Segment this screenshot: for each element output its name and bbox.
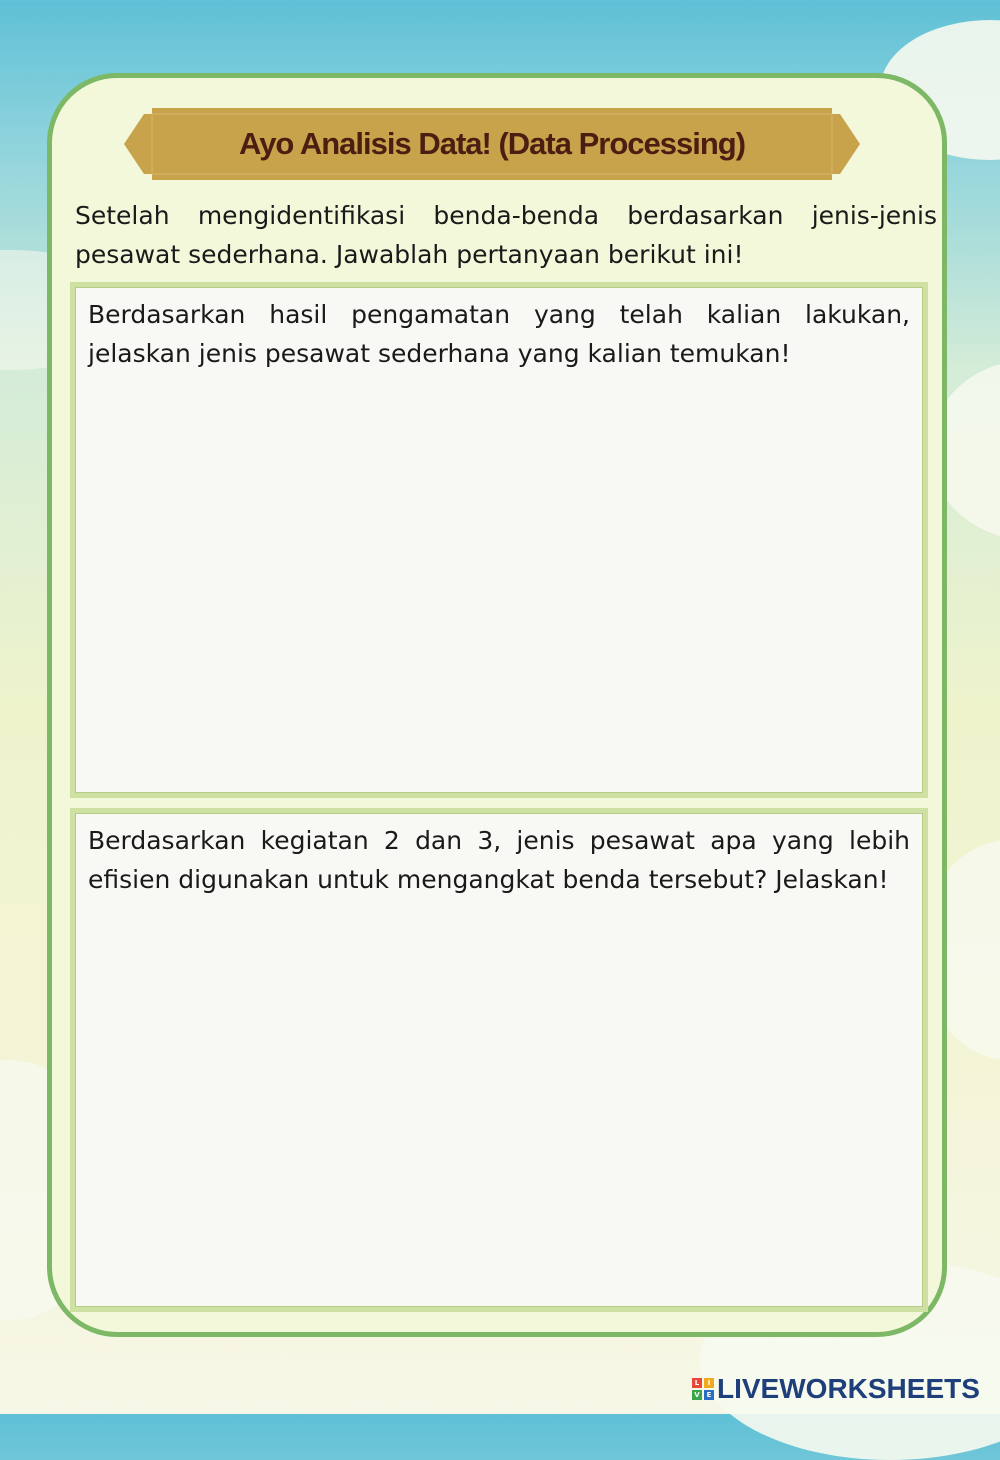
logo-letter: L [692,1378,702,1388]
question-text-2: Berdasarkan kegiatan 2 dan 3, jenis pesawat apa yang lebih efisien digunakan untuk mengangkat benda tersebut? Jelaskan! [88,826,910,894]
page-title: Ayo Analisis Data! (Data Processing) [238,126,746,161]
brand-name: LIVEWORKSHEETS [717,1373,980,1404]
liveworksheets-logo [692,1374,980,1404]
answer-input-2[interactable] [75,899,923,1259]
title-banner [122,106,862,182]
question-box-1 [70,282,928,798]
question-text-1: Berdasarkan hasil pengamatan yang telah kalian lakukan, jelaskan jenis pesawat sederhana yang kalian temukan! [88,300,910,368]
instruction-text: Setelah mengidentifikasi benda-benda berdasarkan jenis-jenis pesawat sederhana. Jawablah pertanyaan berikut ini! [75,201,937,269]
answer-input-1[interactable] [75,373,923,793]
question-box-2 [70,808,928,1312]
logo-letter: E [704,1390,714,1400]
logo-letter: I [704,1378,714,1388]
logo-grid-icon [692,1378,714,1400]
logo-letter: V [692,1390,702,1400]
